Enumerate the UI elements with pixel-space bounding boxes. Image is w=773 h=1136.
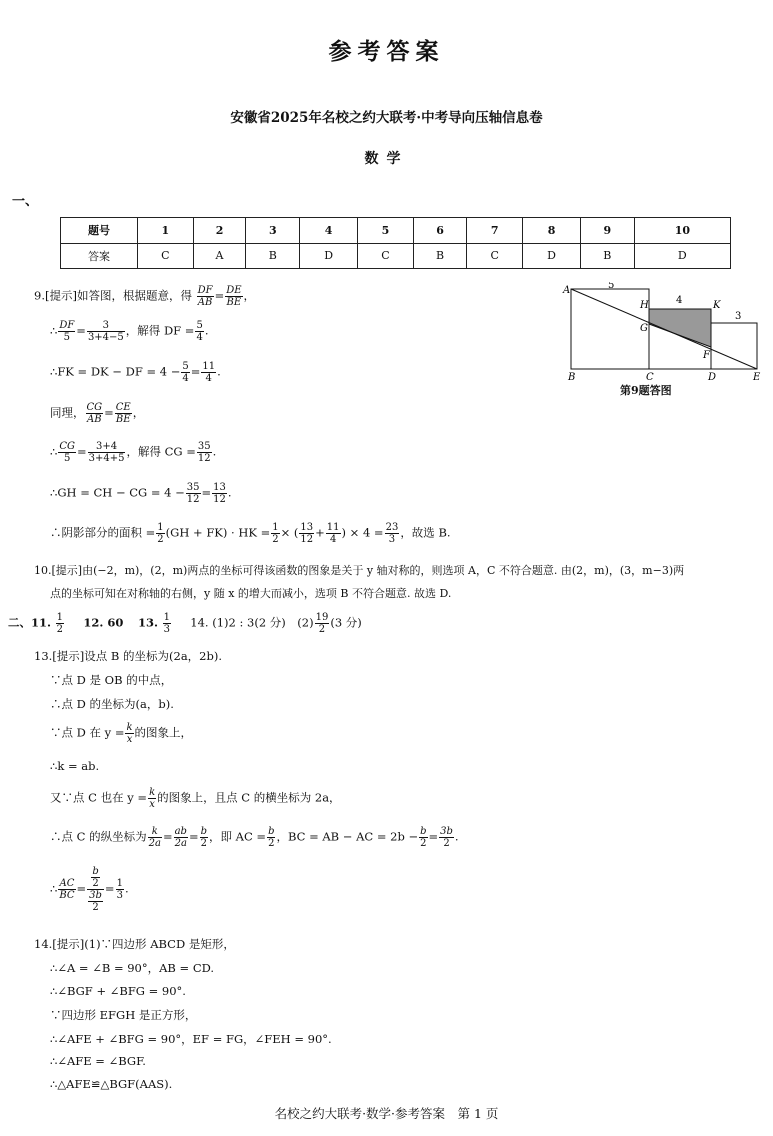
label-k: K — [713, 300, 721, 311]
q14-line: ∴∠BGF + ∠BFG = 90°. — [50, 984, 186, 998]
label-d: D — [708, 372, 717, 382]
q13-line-3: ∴点 D 的坐标为(a，b). — [50, 697, 174, 711]
q9-line-5: ∴ $\frac{CG}{5}$ = $\frac{3+4}{3+4+5}$ ，解得 CG = $\frac{35}{12}$ . — [50, 441, 217, 464]
q13-line-4: ∵点 D 在 y = $\frac{k}{x}$ 的图象上， — [50, 722, 193, 745]
answer-label: 答案 — [61, 243, 138, 269]
question-number: 5 — [358, 218, 414, 244]
q10-line-1: 10.[提示]由(−2，m)，(2，m)两点的坐标可得该函数的图象是关于 y 轴对称的，则选项 A，C 不符合题意. 由(2，m)，(3，m−3)两 — [34, 564, 685, 577]
q13-line-2: ∵点 D 是 OB 的中点， — [50, 673, 173, 687]
square-de — [711, 323, 757, 369]
answer-table-answer-row — [61, 243, 731, 269]
q9-line-7: ∴阴影部分的面积 = $\frac{1}{2}$ (GH + FK) · HK = $\frac{1}{2}$ × ( $\frac{13}{12}$ + $\frac{11}{4}$ ) × 4 = $\frac{23}{3}$ ，故选 B. — [50, 522, 451, 545]
q13-line-8: ∴ $\frac{AC}{BC}$ = $\frac{\frac{b}{2}}{\frac{3b}{2}}$ = $\frac{1}{3}$ . — [50, 866, 129, 913]
answer-table-header-row — [61, 218, 731, 244]
q14-line: ∴∠AFE + ∠BFG = 90°，EF = FG，∠FEH = 90°. — [50, 1032, 332, 1046]
label-e: E — [753, 372, 761, 382]
q9-figure — [560, 282, 765, 382]
q13-line-1: 13.[提示]设点 B 的坐标为(2a，2b). — [34, 649, 223, 663]
answer-cell: D — [300, 243, 358, 269]
q14-line: ∴△AFE≌△BGF(AAS). — [50, 1077, 173, 1091]
line-ae — [571, 289, 757, 369]
question-number: 4 — [300, 218, 358, 244]
page-footer: 名校之约大联考·数学·参考答案 第 1 页 — [274, 1106, 499, 1121]
label-f: F — [703, 350, 710, 361]
label-4: 4 — [676, 295, 683, 306]
answer-cell: B — [413, 243, 467, 269]
q13-line-7: ∴点 C 的纵坐标为 $\frac{k}{2a}$ = $\frac{ab}{2a}$ = $\frac{b}{2}$ ，即 AC = $\frac{b}{2}$ ，BC = AB − AC = 2b − $\frac{b}{2}$ = $\frac{3b}{2}$ . — [50, 826, 459, 849]
label-h: H — [640, 300, 649, 311]
header-label: 题号 — [61, 218, 138, 244]
page-title: 参考答案 — [328, 38, 445, 65]
q9-line-4: 同理， $\frac{CG}{AB}$ = $\frac{CE}{BE}$ ， — [50, 402, 145, 425]
question-number: 6 — [413, 218, 467, 244]
answer-cell: B — [581, 243, 635, 269]
answer-cell: A — [193, 243, 246, 269]
subject-heading: 数学 — [364, 151, 409, 167]
q9-line-2: ∴ $\frac{DF}{5}$ = $\frac{3}{3+4-5}$ ，解得 DF = $\frac{5}{4}$ . — [50, 320, 209, 343]
question-number: 1 — [138, 218, 194, 244]
figure-caption: 第9题答图 — [620, 384, 672, 397]
q13-line-5: ∴k = ab. — [50, 759, 100, 773]
question-number: 2 — [193, 218, 246, 244]
q13-line-6: 又∵点 C 也在 y = $\frac{k}{x}$ 的图象上，且点 C 的横坐标为 2a， — [50, 787, 341, 810]
answer-cell: C — [358, 243, 414, 269]
label-b: B — [568, 372, 576, 382]
answer-cell: C — [467, 243, 523, 269]
q9-line-1: 9.[提示]如答图，根据题意，得 $\frac{DF}{AB}$ = $\frac{DE}{BE}$ ， — [34, 285, 256, 308]
section-2-answers: 二、11. $\frac{1}{2}$ 12. 60 13. $\frac{1}{3}$ 14. (1)2 : 3(2 分) (2) $\frac{19}{2}$ (3 分) — [8, 612, 362, 635]
label-5: 5 — [608, 282, 615, 291]
label-3: 3 — [735, 311, 742, 322]
answer-cell: D — [634, 243, 730, 269]
answer-cell: C — [138, 243, 194, 269]
q9-line-6: ∴GH = CH − CG = 4 − $\frac{35}{12}$ = $\frac{13}{12}$ . — [50, 482, 232, 505]
q10-line-2: 点的坐标可知在对称轴的右侧，y 随 x 的增大而减小，选项 B 不符合题意. 故选 D. — [50, 587, 452, 600]
q14-line: ∴∠A = ∠B = 90°，AB = CD. — [50, 961, 215, 975]
question-number: 8 — [523, 218, 581, 244]
answer-cell: D — [523, 243, 581, 269]
q14-line: ∴∠AFE = ∠BGF. — [50, 1054, 146, 1068]
square-abc — [571, 289, 649, 369]
q14-line: 14.[提示](1)∵四边形 ABCD 是矩形， — [34, 937, 235, 951]
label-a: A — [563, 285, 571, 296]
exam-subtitle: 安徽省2025年名校之约大联考·中考导向压轴信息卷 — [230, 110, 543, 126]
question-number: 10 — [634, 218, 730, 244]
label-g: G — [640, 323, 648, 334]
question-number: 3 — [246, 218, 300, 244]
question-number: 9 — [581, 218, 635, 244]
label-c: C — [646, 372, 654, 382]
q14-line: ∵四边形 EFGH 是正方形， — [50, 1008, 197, 1022]
shaded-region — [649, 309, 711, 347]
q9-line-3: ∴FK = DK − DF = 4 − $\frac{5}{4}$ = $\frac{11}{4}$ . — [50, 361, 221, 384]
question-number: 7 — [467, 218, 523, 244]
answer-cell: B — [246, 243, 300, 269]
section-1-label: 一、 — [12, 194, 39, 209]
answer-table — [60, 217, 731, 269]
